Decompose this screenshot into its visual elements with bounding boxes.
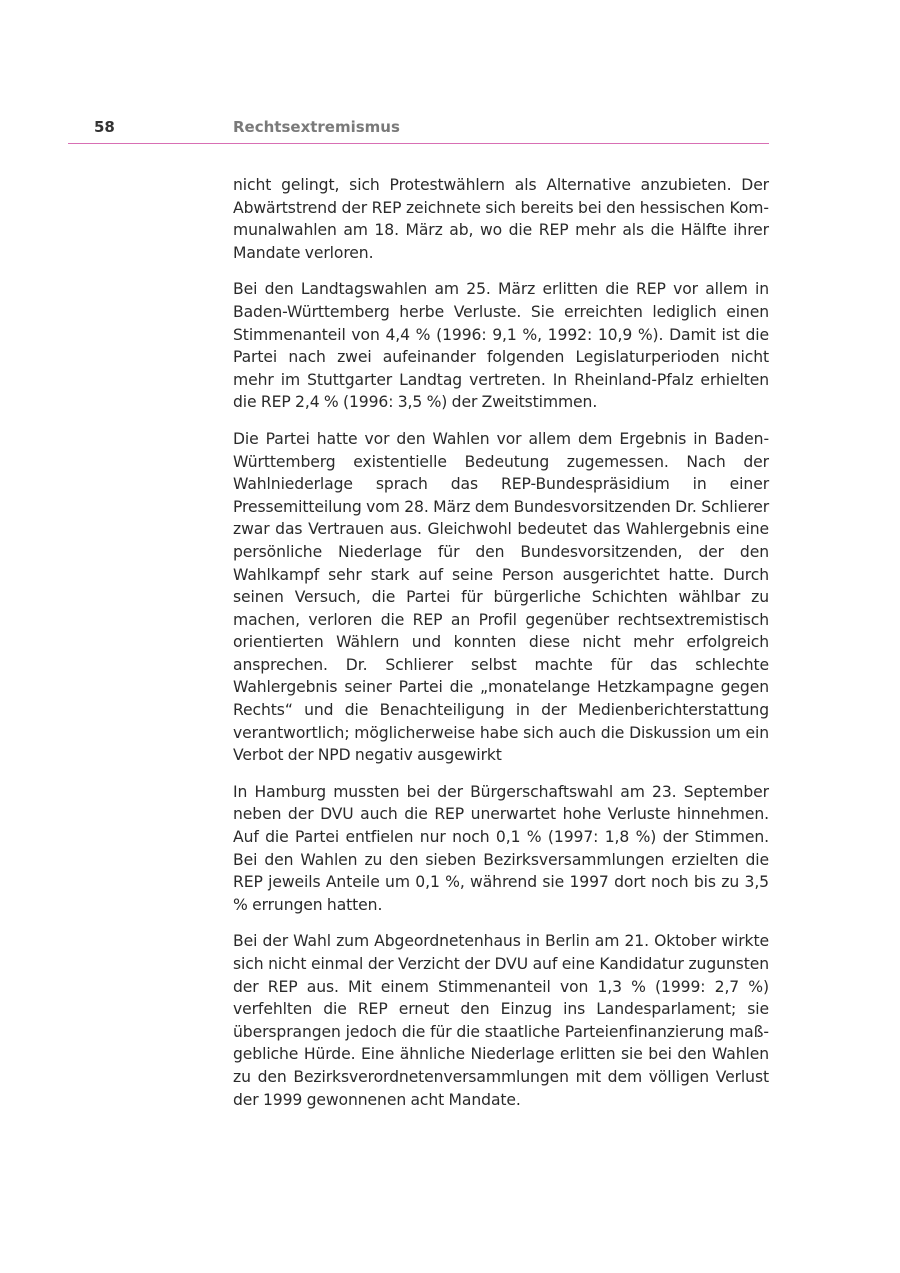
paragraph: Bei den Landtagswahlen am 25. März erlitten die REP vor allem in Baden-Württemberg herbe Verluste. Sie erreichten lediglich einen Stimmenanteil von 4,4 % (1996: 9,1 %, 1992: 10,9 %). Damit ist die Partei nach zwei aufeinander folgenden Legislaturperioden nicht mehr im Stuttgarter Landtag vertreten. In Rheinland-Pfalz erhielten die REP 2,4 % (1996: 3,5 %) der Zweitstimmen. — [233, 280, 769, 412]
paragraph: Die Partei hatte vor den Wahlen vor allem dem Ergebnis in Baden-Württemberg existentielle Bedeutung zugemessen. Nach der Wahlniederlage sprach das REP-Bundespräsidium in einer Pressemitteilung vom 28. März dem Bundesvorsitzenden Dr. Schlierer zwar das Vertrauen aus. Gleichwohl bedeutet das Wahlergebnis eine persönliche Niederlage für den Bundesvorsitzenden, der den Wahlkampf sehr stark auf seine Person ausgerichtet hatte. Durch seinen Versuch, die Partei für bürgerliche Schichten wählbar zu machen, verloren die REP an Profil gegenüber rechtsextremistisch orientierten Wählern und konnten diese nicht mehr erfolgreich ansprechen. Dr. Schlierer selbst machte für das schlechte Wahlergebnis seiner Partei die „monatelange Hetzkampagne gegen Rechts“ und die Benachteiligung in der Medienberichterstattung verantwortlich; möglicherweise habe sich auch die Diskussion um ein Verbot der NPD negativ ausgewirkt — [233, 429, 769, 765]
body-text — [233, 174, 769, 1125]
paragraph: nicht gelingt, sich Protestwählern als Alternative anzubieten. Der Abwärtstrend der REP zeichnete sich bereits bei den hessischen Kommunalwahlen am 18. März ab, wo die REP mehr als die Hälfte ihrer Mandate verloren. — [233, 176, 769, 262]
paragraph: Bei der Wahl zum Abgeordnetenhaus in Berlin am 21. Oktober wirkte sich nicht einmal der Verzicht der DVU auf eine Kandidatur zugunsten der REP aus. Mit einem Stimmenanteil von 1,3 % (1999: 2,7 %) verfehlten die REP erneut den Einzug ins Landesparlament; sie übersprangen jedoch die für die staatliche Parteienfinanzierung maßgebliche Hürde. Eine ähnliche Niederlage erlitten sie bei den Wahlen zu den Bezirksverordnetenversammlungen mit dem völligen Verlust der 1999 gewonnenen acht Mandate. — [233, 932, 769, 1109]
running-title: Rechtsextremismus — [233, 118, 400, 136]
page-header — [68, 117, 769, 144]
page-number: 58 — [94, 118, 115, 136]
paragraph: In Hamburg mussten bei der Bürgerschaftswahl am 23. September neben der DVU auch die REP unerwartet hohe Verluste hinnehmen. Auf die Partei entfielen nur noch 0,1 % (1997: 1,8 %) der Stimmen. Bei den Wahlen zu den sieben Bezirksversammlungen erzielten die REP jeweils Anteile um 0,1 %, während sie 1997 dort noch bis zu 3,5 % errungen hatten. — [233, 782, 769, 914]
